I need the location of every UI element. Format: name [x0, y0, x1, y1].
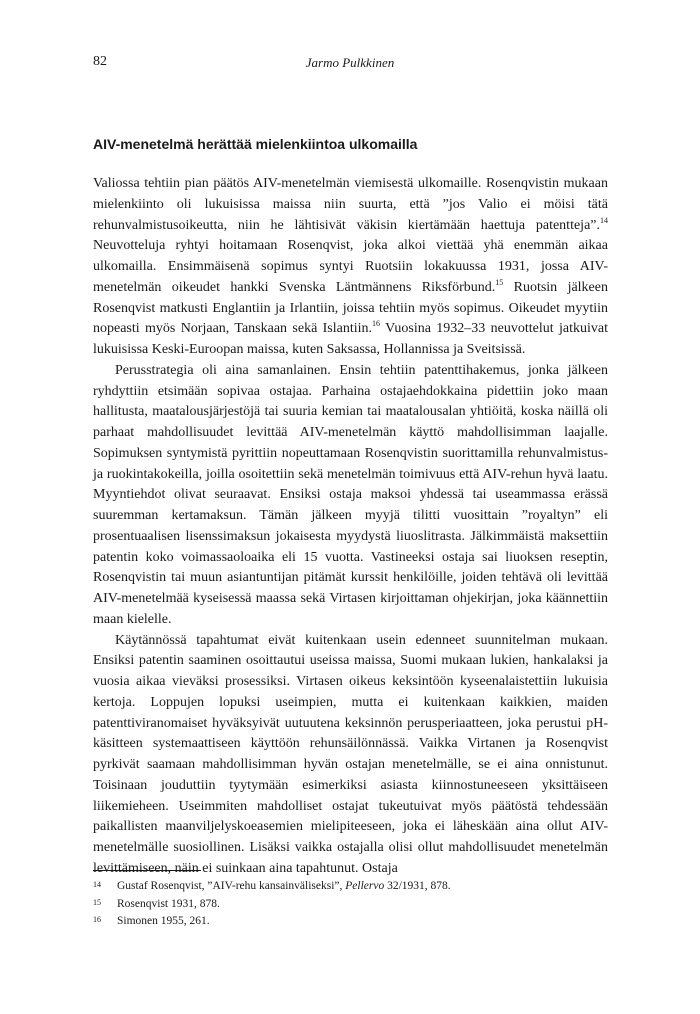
footnote-number: 16: [93, 915, 101, 924]
footnote-text: Simonen 1955, 261.: [117, 915, 210, 927]
paragraph-1-text-a: Valiossa tehtiin pian päätös AIV-menetelmän viemisestä ulkomaille. Rosenqvistin mukaan mielenkiinto oli lukuisissa maissa niin suurta, että ”jos Valio ei möisi tätä rehunvalmistusoikeutta, niin he lähtisivät väkisin kiertämään haettuja patentteja”.: [93, 176, 608, 233]
footnote-number: 15: [93, 897, 101, 907]
footnotes: [93, 878, 608, 931]
paragraph-3: Käytännössä tapahtumat eivät kuitenkaan usein edenneet suunnitelman mukaan. Ensiksi patentin saaminen osoittautui useissa maissa, Suomi mukaan lukien, hankalaksi ja vuosia aikaa vieväksi prosessiksi. Virtasen oikeus keksintöön kyseenalaistettiin lukuisia kertoja. Loppujen lopuksi useimpien, mutta ei kuitenkaan kaikkien, maiden patenttiviranomaiset hyväksyivät uutuutena keksinnön perusperiaatteen, joka perustui pH-käsitteen systemaattiseen käyttöön rehunsäilönnässä. Vaikka Virtanen ja Rosenqvist pyrkivät saamaan mahdollisimman hyvän ostajan menetelmälle, se ei aina onnistunut. Toisinaan jouduttiin tyytymään esimerkiksi asiasta kiinnostuneeseen yksittäiseen liikemieheen. Useimmiten mahdolliset ostajat tukeutuivat myös päätöstä tehdessään paikallisten maanviljelyskoeasemien mielipiteeseen, joka ei läheskään aina ollut AIV-menetelmälle suosiollinen. Lisäksi vaikka ostajalla olisi ollut mahdollisuudet menetelmän levittämiseen, näin ei suinkaan aina tapahtunut. Ostaja: [93, 632, 608, 876]
paragraph-1: [93, 174, 608, 361]
paragraph-1-text-c: Ruotsin jälkeen Rosenqvist matkusti Englantiin ja Irlantiin, joissa tehtiin myös sopimus. Oikeudet myytiin nopeasti myös Norjaan, Tanskaan sekä Islantiin.: [93, 279, 608, 337]
footnote-text-post: 32/1931, 878.: [384, 880, 451, 892]
paragraph-1-text-d: Vuosina 1932–33 neuvottelut jatkuivat lukuisissa Keski-Euroopan maissa, kuten Saksassa, Hollannissa ja Sveitsissä.: [93, 321, 608, 357]
running-head: Jarmo Pulkkinen: [305, 55, 395, 70]
footnote-separator: [93, 870, 201, 871]
paragraph-2: Perusstrategia oli aina samanlainen. Ensin tehtiin patenttihakemus, jonka jälkeen ryhdyttiin etsimään sopivaa ostajaa. Parhaina ostajaehdokkaina pidettiin joko maan hallitusta, maatalousjärjestöjä tai suuria kemian tai maatalousalan yhtiöitä, koska näillä oli parhaat mahdollisuudet levittää AIV-menetelmän käyttö mahdollisimman laajalle. Sopimuksen syntymistä pyrittiin nopeuttamaan Rosenqvistin suorittamilla rehunvalmistus- ja ruokintakokeilla, joilla osoitettiin sekä menetelmän toimivuus että AIV-rehun hyvä laatu. Myyntiehdot olivat seuraavat. Ensiksi ostaja maksoi yhdessä tai useammassa erässä suuremman kertamaksun. Tämän jälkeen myyjä tilitti vuosittain ”royaltyn” eli prosentuaalisen lisenssimaksun jokaisesta myydystä liuoslitrasta. Jälkimmäistä maksettiin patentin koko voimassaoloaika eli 15 vuotta. Vastineeksi ostaja sai liuoksen reseptin, Rosenqvistin tai muun asiantuntijan pitämät kurssit henkilöille, joiden tehtävä oli levittää AIV-menetelmää kyseisessä maassa sekä Virtasen kirjoittaman ohjekirjan, joka käännettiin maan kielelle.: [93, 362, 608, 627]
footnote-number: 14: [93, 880, 101, 889]
footnote-15: [93, 896, 608, 914]
footnote-ref-16[interactable]: 16: [372, 319, 381, 329]
footnote-ref-14[interactable]: 14: [600, 215, 608, 225]
footnote-text: [117, 878, 608, 896]
paragraph-1-text-b: Neuvotteluja ryhtyi hoitamaan Rosenqvist, joka alkoi viettää yhä enemmän aikaa ulkomailla. Ensimmäisenä sopimus syntyi Ruotsiin lokakuussa 1931, jossa AIV-menetelmän oikeudet hankki Svenska Läntmännens Riksförbund.: [93, 238, 608, 295]
footnote-text-pre: Gustaf Rosenqvist, ”AIV-rehu kansainväliseksi”,: [117, 880, 346, 892]
body-text: [93, 174, 608, 880]
section-heading: AIV-menetelmä herättää mielenkiintoa ulkomailla: [93, 136, 418, 152]
footnote-16: [93, 913, 608, 931]
footnote-14: [93, 878, 608, 896]
footnote-publication-title: Pellervo: [345, 880, 385, 892]
footnote-ref-15[interactable]: 15: [495, 277, 504, 287]
page-number: 82: [93, 54, 107, 69]
footnote-text: Rosenqvist 1931, 878.: [117, 897, 220, 910]
